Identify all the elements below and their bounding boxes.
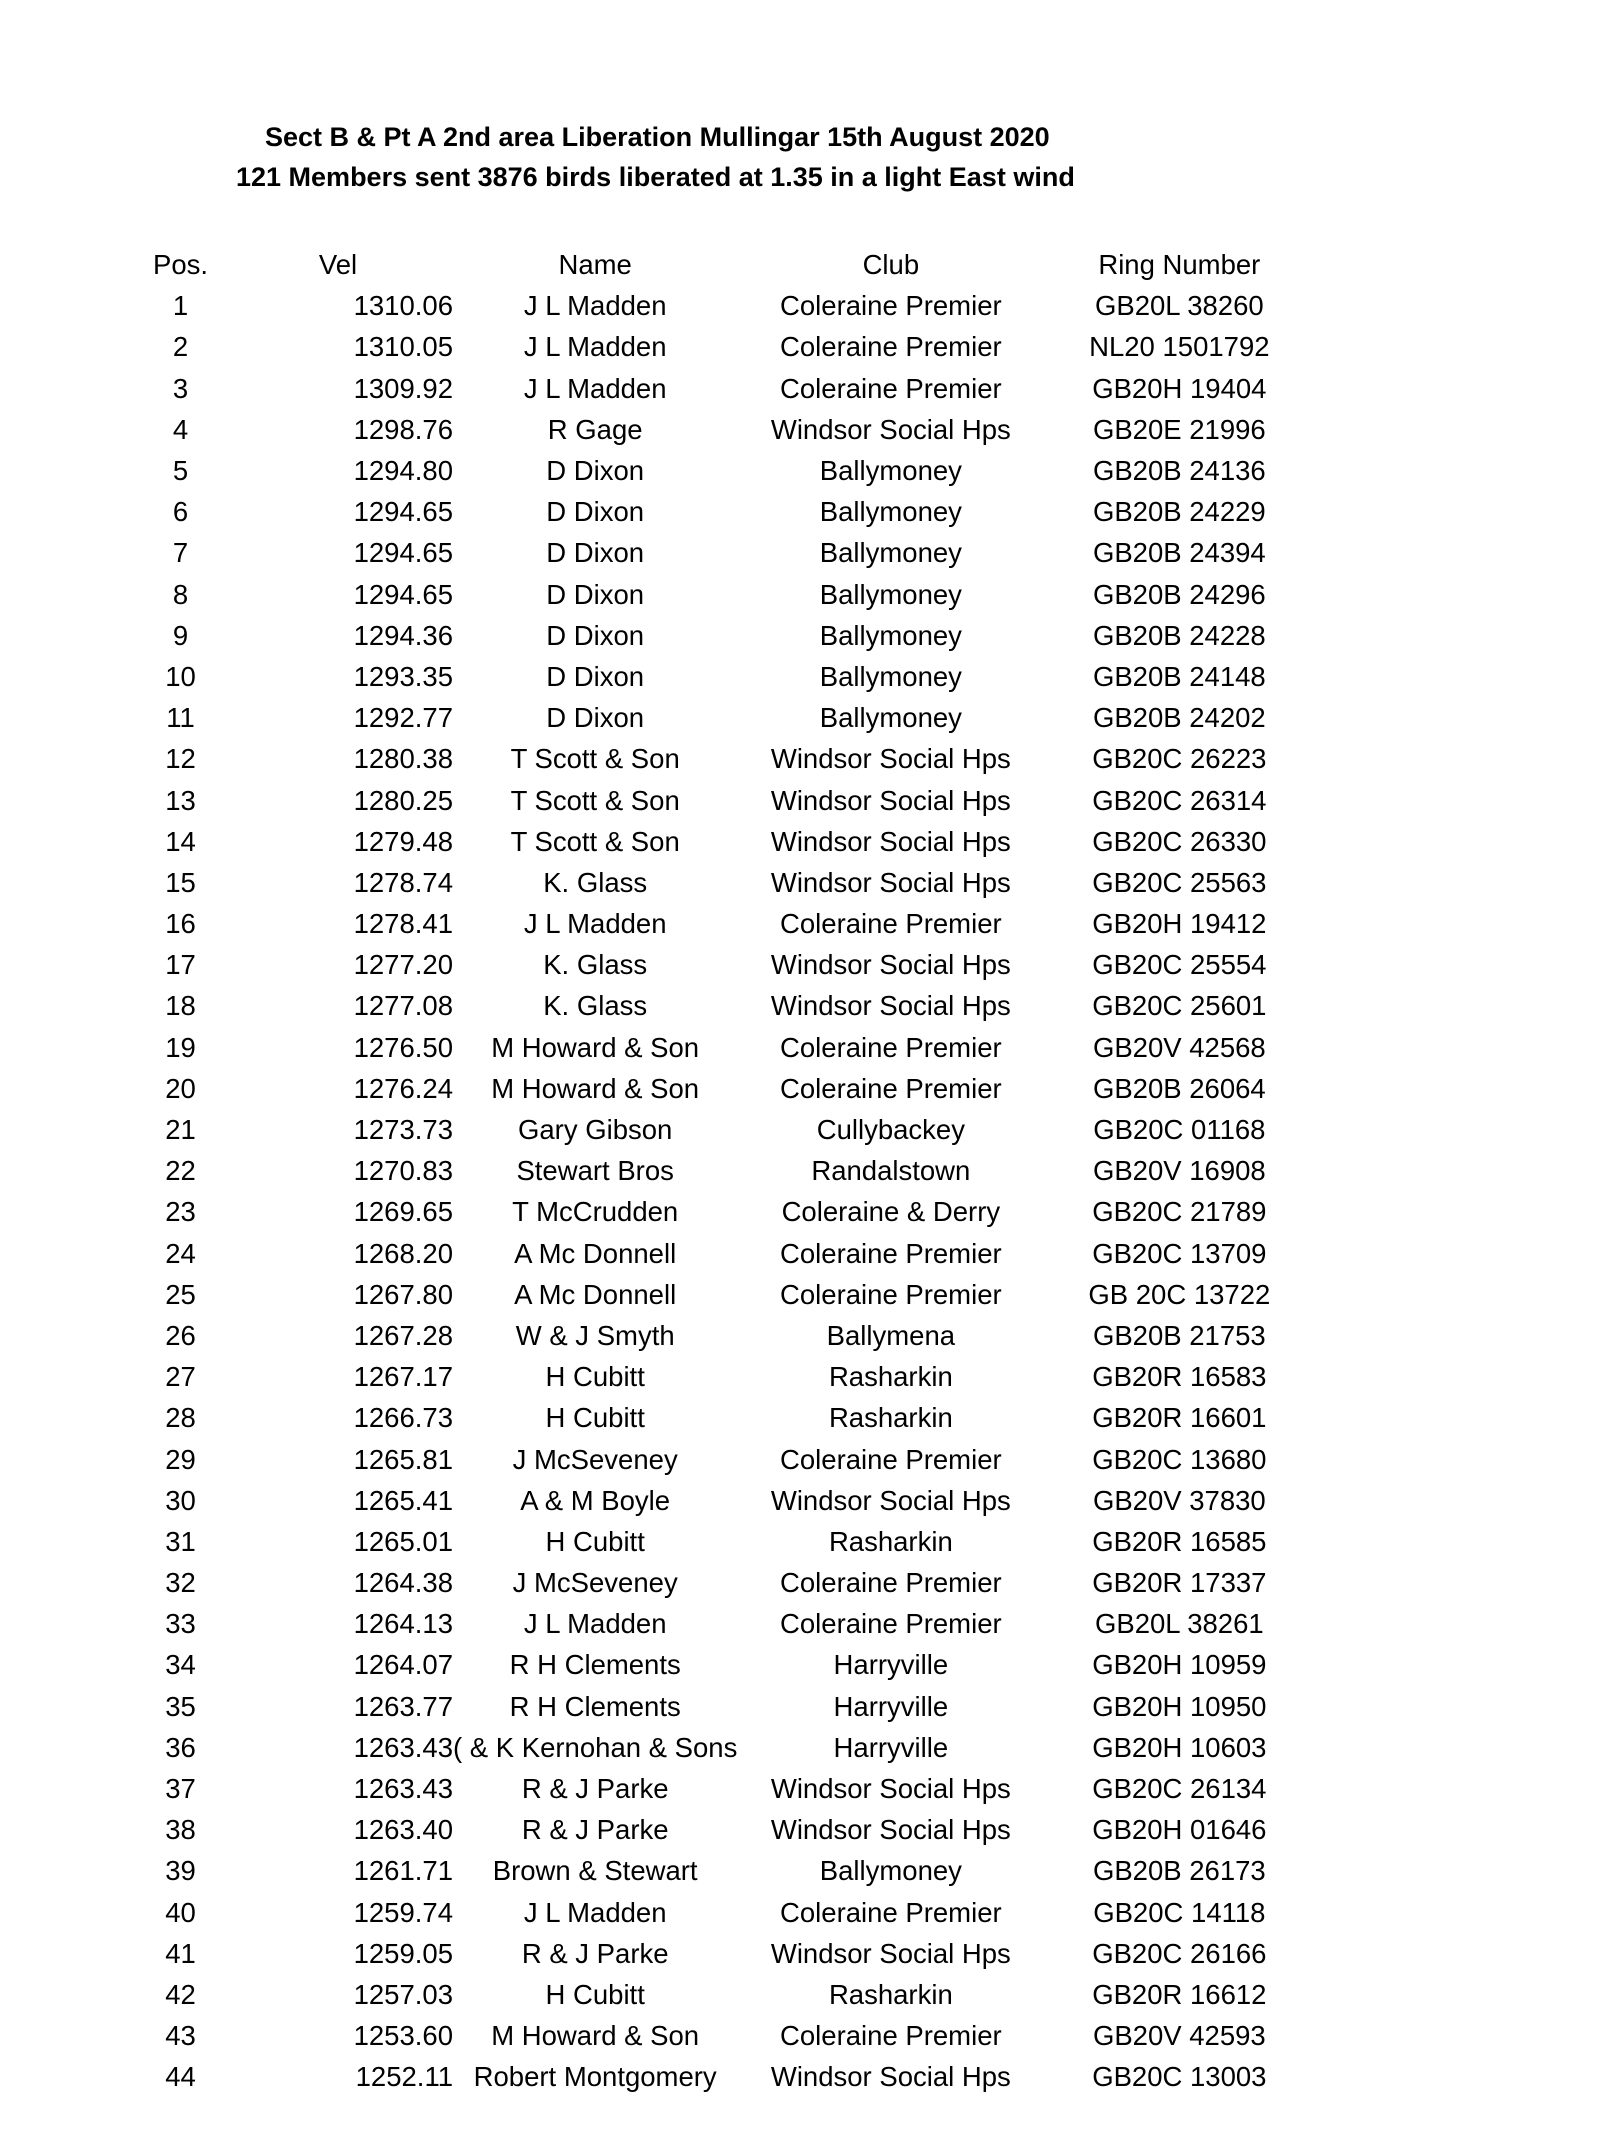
cell-vel: 1279.48 [353,825,453,857]
cell-ring: GB20C 26223 [1092,743,1267,775]
table-row [138,285,1314,326]
cell-pos: 40 [165,1896,196,1928]
table-row [138,944,1314,985]
cell-pos: 37 [165,1773,196,1805]
table-row [138,1274,1314,1315]
cell-name: D Dixon [546,537,645,569]
cell-ring: GB20C 01168 [1093,1114,1266,1146]
cell-pos: 23 [165,1196,196,1228]
cell-name: Brown & Stewart [492,1855,698,1887]
table-row [138,1150,1314,1191]
cell-name: A Mc Donnell [514,1278,677,1310]
cell-ring: GB20R 16585 [1092,1525,1267,1557]
cell-club: Coleraine Premier [780,1608,1002,1640]
cell-vel: 1310.05 [353,331,453,363]
cell-club: Windsor Social Hps [770,413,1011,445]
cell-pos: 16 [165,908,196,940]
cell-ring: GB20H 01646 [1092,1814,1267,1846]
table-row [138,1356,1314,1397]
cell-ring: GB20C 25601 [1092,990,1267,1022]
column-header-pos: Pos. [152,249,209,281]
cell-ring: GB20C 13709 [1092,1237,1267,1269]
cell-club: Windsor Social Hps [770,866,1011,898]
cell-ring: GB20B 24136 [1092,455,1266,487]
cell-name: R H Clements [509,1649,681,1681]
cell-pos: 12 [165,743,196,775]
cell-ring: GB20B 24394 [1092,537,1266,569]
cell-club: Windsor Social Hps [770,1937,1011,1969]
cell-club: Ballymoney [819,455,962,487]
cell-name: T Scott & Son [510,784,680,816]
cell-ring: GB20V 37830 [1092,1484,1266,1516]
cell-club: Rasharkin [828,1402,953,1434]
cell-club: Windsor Social Hps [770,825,1011,857]
cell-club: Coleraine Premier [780,1896,1002,1928]
cell-pos: 39 [165,1855,196,1887]
cell-ring: GB20L 38260 [1094,290,1264,322]
cell-ring: GB20B 24296 [1092,578,1266,610]
cell-pos: 43 [165,2020,196,2052]
cell-club: Coleraine Premier [780,908,1002,940]
cell-pos: 8 [172,578,189,610]
cell-club: Coleraine Premier [780,1278,1002,1310]
cell-pos: 21 [165,1114,196,1146]
table-row [138,1521,1314,1562]
table-row [138,1892,1314,1933]
cell-pos: 20 [165,1072,196,1104]
cell-club: Coleraine Premier [780,1443,1002,1475]
cell-ring: GB20B 24228 [1092,619,1266,651]
cell-club: Coleraine Premier [780,331,1002,363]
cell-vel: 1267.80 [353,1278,453,1310]
cell-vel: 1253.60 [353,2020,453,2052]
table-row [138,903,1314,944]
cell-ring: GB20V 42568 [1092,1031,1266,1063]
cell-vel: 1261.71 [353,1855,453,1887]
cell-vel: 1294.80 [353,455,453,487]
cell-name: H Cubitt [545,1402,645,1434]
cell-ring: GB20C 21789 [1092,1196,1267,1228]
cell-pos: 28 [165,1402,196,1434]
cell-name: Stewart Bros [516,1155,674,1187]
cell-name: R & J Parke [521,1773,669,1805]
table-row [138,1397,1314,1438]
cell-vel: 1269.65 [353,1196,453,1228]
cell-club: Ballymoney [819,619,962,651]
table-row [138,409,1314,450]
cell-vel: 1298.76 [353,413,453,445]
cell-ring: GB20C 25554 [1092,949,1267,981]
cell-ring: GB20C 26314 [1092,784,1267,816]
cell-vel: 1263.43 [353,1731,453,1763]
cell-club: Ballymoney [819,537,962,569]
cell-club: Windsor Social Hps [770,784,1011,816]
cell-ring: GB20B 24202 [1092,702,1266,734]
cell-name: D Dixon [546,619,645,651]
table-row [138,1686,1314,1727]
table-row [138,574,1314,615]
cell-ring: GB20E 21996 [1092,413,1266,445]
cell-pos: 27 [165,1361,196,1393]
table-row [138,1191,1314,1232]
cell-name: H Cubitt [545,1978,645,2010]
cell-vel: 1276.24 [353,1072,453,1104]
cell-name: Robert Montgomery [473,2061,717,2093]
cell-pos: 38 [165,1814,196,1846]
cell-name: R & J Parke [521,1814,669,1846]
cell-ring: NL20 1501792 [1089,331,1270,363]
cell-name: J McSeveney [512,1567,678,1599]
table-row [138,1727,1314,1768]
cell-club: Randalstown [811,1155,971,1187]
cell-name: J L Madden [523,1896,667,1928]
cell-club: Ballymoney [819,578,962,610]
table-row [138,1438,1314,1479]
cell-name: T Scott & Son [510,743,680,775]
cell-ring: GB20R 16601 [1092,1402,1267,1434]
cell-name: K. Glass [543,949,648,981]
cell-club: Harryville [833,1731,949,1763]
cell-vel: 1265.01 [353,1525,453,1557]
cell-name: K. Glass [543,990,648,1022]
cell-club: Coleraine & Derry [781,1196,1001,1228]
cell-ring: GB20H 10603 [1092,1731,1267,1763]
cell-vel: 1280.25 [353,784,453,816]
table-row [138,2015,1314,2056]
cell-vel: 1273.73 [353,1114,453,1146]
cell-name: R & J Parke [521,1937,669,1969]
table-row [138,1933,1314,1974]
cell-ring: GB20C 13003 [1092,2061,1267,2093]
cell-vel: 1293.35 [353,660,453,692]
cell-name: D Dixon [546,578,645,610]
cell-name: H Cubitt [545,1361,645,1393]
cell-name: J L Madden [523,372,667,404]
cell-pos: 41 [165,1937,196,1969]
cell-pos: 4 [172,413,189,445]
cell-name: R Gage [547,413,643,445]
cell-name: D Dixon [546,496,645,528]
cell-club: Windsor Social Hps [770,1773,1011,1805]
cell-vel: 1270.83 [353,1155,453,1187]
table-row [138,1768,1314,1809]
cell-pos: 29 [165,1443,196,1475]
cell-vel: 1264.07 [353,1649,453,1681]
cell-club: Windsor Social Hps [770,1484,1011,1516]
table-row [138,1850,1314,1891]
cell-name: M Howard & Son [491,1072,700,1104]
cell-name: D Dixon [546,702,645,734]
cell-vel: 1276.50 [353,1031,453,1063]
cell-name: H Cubitt [545,1525,645,1557]
cell-pos: 11 [166,702,195,734]
table-row [138,656,1314,697]
cell-name: J McSeveney [512,1443,678,1475]
cell-ring: GB20L 38261 [1094,1608,1264,1640]
cell-ring: GB20B 26173 [1092,1855,1266,1887]
cell-club: Windsor Social Hps [770,743,1011,775]
cell-name: ( & K Kernohan & Sons [453,1731,738,1763]
cell-club: Harryville [833,1649,949,1681]
cell-club: Windsor Social Hps [770,2061,1011,2093]
column-header-club: Club [862,249,920,281]
cell-club: Ballymoney [819,660,962,692]
cell-ring: GB20C 25563 [1092,866,1267,898]
cell-name: K. Glass [543,866,648,898]
cell-vel: 1268.20 [353,1237,453,1269]
cell-vel: 1292.77 [353,702,453,734]
cell-club: Ballymena [826,1319,956,1351]
cell-club: Windsor Social Hps [770,990,1011,1022]
cell-club: Ballymoney [819,702,962,734]
cell-vel: 1294.65 [353,496,453,528]
cell-ring: GB20R 16583 [1092,1361,1267,1393]
cell-name: A & M Boyle [520,1484,671,1516]
table-row [138,1974,1314,2015]
cell-vel: 1263.77 [353,1690,453,1722]
cell-pos: 19 [165,1031,196,1063]
cell-ring: GB20C 26330 [1092,825,1267,857]
column-header-name: Name [558,249,632,281]
cell-ring: GB20C 26134 [1092,1773,1267,1805]
cell-pos: 22 [165,1155,196,1187]
cell-ring: GB 20C 13722 [1088,1278,1271,1310]
cell-name: M Howard & Son [491,2020,700,2052]
cell-name: J L Madden [523,908,667,940]
cell-club: Cullybackey [816,1114,965,1146]
cell-pos: 42 [165,1978,196,2010]
cell-vel: 1277.20 [353,949,453,981]
table-row [138,491,1314,532]
cell-vel: 1267.28 [353,1319,453,1351]
cell-vel: 1264.38 [353,1567,453,1599]
cell-pos: 1 [172,290,189,322]
cell-pos: 13 [165,784,196,816]
cell-vel: 1257.03 [353,1978,453,2010]
cell-club: Ballymoney [819,1855,962,1887]
cell-name: M Howard & Son [491,1031,700,1063]
cell-vel: 1294.65 [353,537,453,569]
cell-vel: 1259.74 [353,1896,453,1928]
table-row [138,697,1314,738]
cell-pos: 26 [165,1319,196,1351]
cell-name: T McCrudden [512,1196,679,1228]
table-row [138,779,1314,820]
cell-pos: 25 [165,1278,196,1310]
cell-club: Rasharkin [828,1361,953,1393]
cell-ring: GB20H 10959 [1092,1649,1267,1681]
table-row [138,738,1314,779]
cell-pos: 34 [165,1649,196,1681]
cell-vel: 1265.41 [353,1484,453,1516]
heading-title: Sect B & Pt A 2nd area Liberation Mullingar 15th August 2020 [265,122,1050,152]
cell-club: Coleraine Premier [780,1031,1002,1063]
cell-club: Windsor Social Hps [770,949,1011,981]
cell-pos: 2 [172,331,189,363]
cell-name: R H Clements [509,1690,681,1722]
cell-name: Gary Gibson [517,1114,673,1146]
table-row [138,1644,1314,1685]
cell-pos: 14 [165,825,196,857]
cell-club: Rasharkin [828,1525,953,1557]
cell-ring: GB20C 13680 [1092,1443,1267,1475]
table-row [138,1809,1314,1850]
cell-pos: 3 [172,372,189,404]
cell-vel: 1294.36 [353,619,453,651]
cell-pos: 5 [172,455,189,487]
table-row [138,326,1314,367]
cell-pos: 35 [165,1690,196,1722]
cell-vel: 1310.06 [353,290,453,322]
cell-pos: 24 [165,1237,196,1269]
cell-ring: GB20V 16908 [1092,1155,1266,1187]
table-row [138,450,1314,491]
cell-pos: 10 [165,660,196,692]
cell-vel: 1259.05 [353,1937,453,1969]
cell-pos: 7 [172,537,189,569]
cell-pos: 6 [172,496,189,528]
cell-vel: 1294.65 [353,578,453,610]
cell-vel: 1278.41 [353,908,453,940]
table-row [138,1562,1314,1603]
cell-vel: 1277.08 [353,990,453,1022]
cell-ring: GB20B 21753 [1092,1319,1266,1351]
table-row [138,1315,1314,1356]
cell-name: T Scott & Son [510,825,680,857]
cell-pos: 44 [165,2061,196,2093]
cell-ring: GB20B 26064 [1092,1072,1266,1104]
cell-ring: GB20R 16612 [1092,1978,1267,2010]
cell-name: J L Madden [523,331,667,363]
cell-ring: GB20C 26166 [1092,1937,1267,1969]
cell-club: Rasharkin [828,1978,953,2010]
table-row [138,1480,1314,1521]
cell-name: D Dixon [546,455,645,487]
cell-pos: 30 [165,1484,196,1516]
table-row [138,2056,1314,2097]
results-body [138,285,1314,2097]
cell-ring: GB20B 24229 [1092,496,1266,528]
cell-vel: 1266.73 [353,1402,453,1434]
table-row [138,532,1314,573]
cell-pos: 17 [165,949,196,981]
cell-ring: GB20B 24148 [1092,660,1266,692]
cell-name: W & J Smyth [515,1319,675,1351]
results-table [138,244,1314,2097]
table-row [138,1068,1314,1109]
cell-vel: 1263.40 [353,1814,453,1846]
cell-vel: 1263.43 [353,1773,453,1805]
cell-name: A Mc Donnell [514,1237,677,1269]
cell-pos: 32 [165,1567,196,1599]
cell-vel: 1264.13 [353,1608,453,1640]
table-row [138,615,1314,656]
cell-ring: GB20H 19404 [1092,372,1267,404]
cell-ring: GB20C 14118 [1093,1896,1266,1928]
cell-pos: 18 [165,990,196,1022]
cell-name: J L Madden [523,1608,667,1640]
cell-club: Ballymoney [819,496,962,528]
column-header-ring: Ring Number [1098,249,1261,281]
cell-vel: 1278.74 [353,866,453,898]
cell-ring: GB20V 42593 [1092,2020,1266,2052]
table-row [138,1233,1314,1274]
cell-vel: 1252.11 [355,2061,453,2093]
cell-name: D Dixon [546,660,645,692]
cell-club: Coleraine Premier [780,2020,1002,2052]
cell-pos: 36 [165,1731,196,1763]
table-row [138,368,1314,409]
cell-club: Coleraine Premier [780,1567,1002,1599]
table-row [138,862,1314,903]
cell-ring: GB20H 10950 [1092,1690,1267,1722]
cell-name: J L Madden [523,290,667,322]
table-row [138,1027,1314,1068]
cell-club: Coleraine Premier [780,1072,1002,1104]
cell-pos: 15 [165,866,196,898]
table-row [138,1603,1314,1644]
column-header-vel: Vel [318,249,358,281]
table-row [138,1109,1314,1150]
heading-subtitle: 121 Members sent 3876 birds liberated at 1.35 in a light East wind [236,162,1075,192]
cell-pos: 33 [165,1608,196,1640]
cell-club: Coleraine Premier [780,290,1002,322]
cell-vel: 1267.17 [353,1361,453,1393]
cell-ring: GB20R 17337 [1092,1567,1267,1599]
header-row [138,244,1314,285]
cell-vel: 1309.92 [353,372,453,404]
cell-club: Harryville [833,1690,949,1722]
cell-club: Coleraine Premier [780,372,1002,404]
cell-pos: 31 [165,1525,196,1557]
table-row [138,985,1314,1026]
table-row [138,821,1314,862]
cell-vel: 1280.38 [353,743,453,775]
cell-pos: 9 [172,619,189,651]
cell-club: Windsor Social Hps [770,1814,1011,1846]
cell-club: Coleraine Premier [780,1237,1002,1269]
cell-vel: 1265.81 [353,1443,453,1475]
cell-ring: GB20H 19412 [1092,908,1267,940]
